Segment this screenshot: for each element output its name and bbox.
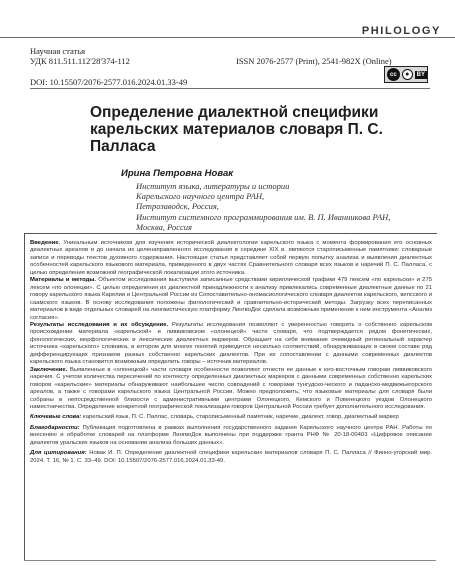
abstract-methods: Материалы и методы. Объектом исследования выступили записанные средствами кириллической графики 479 лексем «по карельски» и 275 лексем «по олонецки». С целью определения их диалектной принадлежности к анализу привлекались современные диалектные данные по 21 говору карельского языка Карелии и Центральной России из Сопоставительно-ономасиологического словаря диалектов карельского, вепсского и саамского языков. В основу исследования положены филологический и сравнительно-исторический методы. Загрузку всех переписанных материалов в виде отдельных словарей на лингвистическую платформу ЛингвоДок сделала возможным применение к ним инструмента «Анализ согласия». bbox=[30, 277, 433, 321]
attribution-person-icon: ● bbox=[402, 69, 413, 80]
abstract-conclusion: Заключение. Выявленные в «олонецкой» части словаря особенности позволяют отнести ее данные к юго-восточным говорам ливвиковского наречия. С учетом количества пересечений по контексту определенных диалектных маркеров с данными современных собственно карельских говоров «карельские» материалы обнаруживают наибольшее число совпадений с говорами тунгудско-ческого и паданско-медвежьегорского ареалов, а также с говорами карельского языка Центральной России. Можно предположить, что языковые материалы для словаря были собраны в непосредственной близости с административными центрами Олонецкого, Кемского и Повенецкого уездов Олонецкого наместничества. Определение конкретной географической локализации говоров Центральной России требует дополнительного исследования. bbox=[30, 366, 432, 410]
journal-section-label: PHILOLOGY bbox=[361, 25, 441, 37]
article-title: Определение диалектной специфики карельских материалов словаря П. С. Палласа bbox=[90, 104, 383, 155]
abstract-results: Результаты исследования и их обсуждение. Результаты исследования позволяют с уверенностью говорить о собственно карельском происхождении материала «карельской» и ливвиковском «олонецкой» части словаря, что подтверждается рядом фонетических, фонологических, морфологических и лексических диалектных маркеров. Обращает на себя внимание очевидный региональный характер источника «карельского» словника, в котором для многих понятий приводится несколько соответствий, обнаруживающих в своем составе ряд дифференцирующих признаков разных собственно карельских диалектов. При их сопоставлении с данными современных диалектов карельского языка становится возможным определить говоры – источник материалов. bbox=[30, 321, 432, 366]
affiliation-line: Институт системного программирования им. В. П. Иванникова РАН, bbox=[136, 211, 391, 222]
affiliation-line: Петрозаводск, Россия, bbox=[136, 201, 219, 212]
keywords: Ключевые слова: карельский язык, П. С. Паллас, словарь, старописьменный памятник, наречие, диалект, говор, диалектный маркер bbox=[30, 414, 399, 421]
author-affiliations bbox=[136, 181, 436, 232]
cc-by-label: BY bbox=[416, 71, 425, 78]
author-name: Ирина Петровна Новак bbox=[121, 168, 234, 179]
meta-rule bbox=[30, 88, 430, 89]
acknowledgments: Благодарности: Публикация подготовлена в рамках выполнения государственного задания Карельского научного центра РАН. Работы по внесению и обработке словарей на платформе ЛингвоДок выполнены при поддержке гранта РНФ № 20-18-00403 «Цифровое описание диалектов уральских языков на основании анализа больших данных». bbox=[30, 424, 432, 446]
citation: Для цитирования: Новак И. П. Определение диалектной специфики карельских материалов словаря П. С. Палласа // Финно-угорский мир. 2024. Т. 16, № 1. С. 33–49. DOI: 10.15507/2076-2577.016.2024.01.33-49. bbox=[30, 450, 432, 464]
affiliation-line: Карельского научного центра РАН, bbox=[136, 191, 265, 202]
abstract-body bbox=[30, 240, 432, 465]
article-type: Научная статья bbox=[30, 46, 86, 56]
abstract-introduction: Введение. Уникальным источником для изучения исторической диалектологии карельского языка с момента формирования его основных диалектных ареалов и до начала их целенаправленного исследования в середине XIX в. являются старописьменные памятники: словарные записи и переводы текстов духовного содержания. Настоящая статья представляет собой первую попытку анализа и выявления диалектных особенностей карельского языкового материала, приведенного в двух частях Сравнительного словаря всех языков и наречий П. С. Палласа, с целью определения возможной географической локализации этого источника. bbox=[30, 240, 432, 276]
cc-by-license-icon[interactable] bbox=[384, 66, 428, 83]
affiliation-line: Москва, Россия bbox=[136, 221, 192, 232]
header-rule bbox=[0, 37, 455, 38]
issn: ISSN 2076-2577 (Print), 2541-982X (Online) bbox=[236, 56, 392, 66]
affiliation-line: Институт языка, литературы и истории bbox=[136, 181, 290, 191]
udk-code: УДК 811.511.112'28'374-112 bbox=[30, 56, 130, 66]
abstract-bottom-rule bbox=[24, 560, 436, 561]
cc-icon: cc bbox=[387, 68, 400, 81]
doi-link[interactable]: DOI: 10.15507/2076-2577.016.2024.01.33-49 bbox=[30, 77, 188, 87]
